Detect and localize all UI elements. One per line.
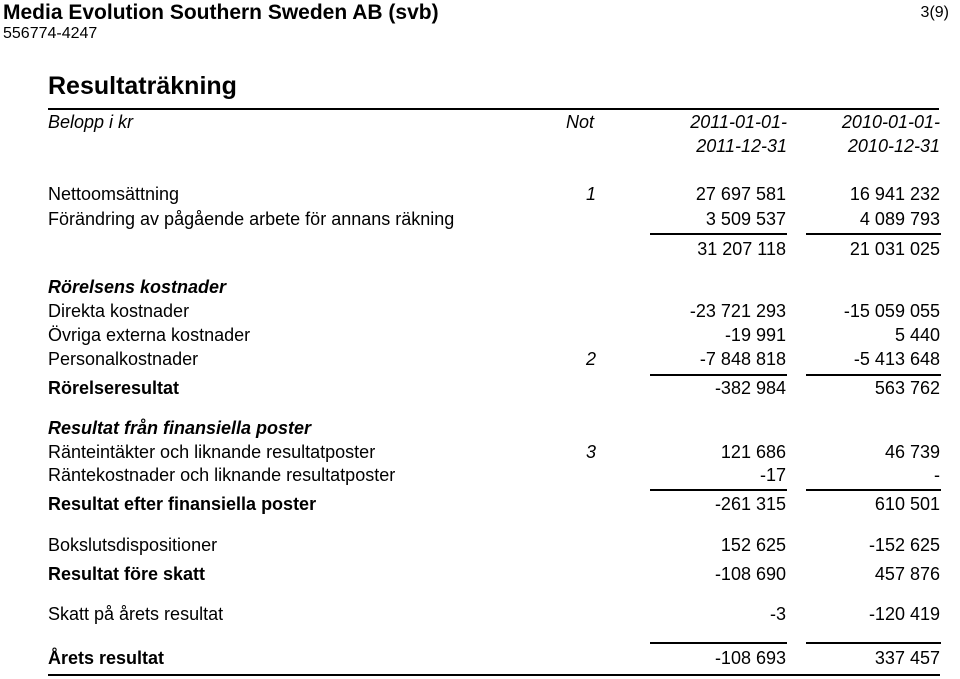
row-value-2010: -152 625 <box>868 535 940 555</box>
row-value-2011: -108 693 <box>714 648 786 668</box>
row-value-2010: 563 762 <box>874 378 940 398</box>
row-value-2011: -23 721 293 <box>689 301 786 321</box>
row-value-2011: 3 509 537 <box>705 209 786 229</box>
row-value-2010: 5 440 <box>894 325 940 345</box>
subtotal-rule-2010 <box>806 233 941 235</box>
row-label: Rörelseresultat <box>48 378 180 398</box>
row-label: Förändring av pågående arbete för annans räkning <box>48 209 455 229</box>
row-value-2010: 4 089 793 <box>859 209 940 229</box>
note-column-header: Not <box>566 112 595 132</box>
income-row-nettoomsattning <box>48 183 940 205</box>
row-skatt <box>48 603 940 625</box>
subtotal-rule-2011 <box>650 489 787 491</box>
row-label: Bokslutsdispositioner <box>48 535 218 555</box>
row-value-2010: 457 876 <box>874 564 940 584</box>
period1-header-line1: 2011-01-01- <box>690 112 787 132</box>
row-value-2011: -261 315 <box>714 494 786 514</box>
row-label: Skatt på årets resultat <box>48 604 224 624</box>
total-rule-2010 <box>806 642 941 644</box>
row-rorelseresultat <box>48 377 940 399</box>
financial-row-ranteintakter <box>48 441 940 463</box>
row-value-2011: -108 690 <box>714 564 786 584</box>
period1-header-line2: 2011-12-31 <box>696 136 787 156</box>
row-note: 3 <box>586 442 597 462</box>
income-row-forandring <box>48 208 940 230</box>
row-note: 2 <box>586 349 597 369</box>
period2-header-line1: 2010-01-01- <box>841 112 940 132</box>
row-label: Personalkostnader <box>48 349 199 369</box>
page-title: Resultaträkning <box>48 72 237 100</box>
bottom-rule <box>48 674 940 676</box>
section-label: Rörelsens kostnader <box>48 277 227 297</box>
row-value-2010: -15 059 055 <box>843 301 940 321</box>
row-arets-resultat <box>48 647 940 669</box>
subtotal-rule-2010 <box>806 489 941 491</box>
row-value-2010: - <box>934 465 940 485</box>
expense-row-direkta <box>48 300 940 322</box>
row-note: 1 <box>586 184 597 204</box>
row-value-2011: 121 686 <box>720 442 786 462</box>
row-value-2010: 337 457 <box>874 648 940 668</box>
row-value-2011: -3 <box>769 604 786 624</box>
row-value-2011: -17 <box>759 465 786 485</box>
row-value-2011: 152 625 <box>720 535 786 555</box>
row-value-2010: 46 739 <box>884 442 940 462</box>
row-label: Resultat efter finansiella poster <box>48 494 317 514</box>
page-number: 3(9) <box>920 4 949 21</box>
row-value-2011: -19 991 <box>724 325 786 345</box>
row-resultat-fore-skatt <box>48 563 940 585</box>
company-name: Media Evolution Southern Sweden AB (svb) <box>3 1 439 24</box>
period2-header-line2: 2010-12-31 <box>847 136 940 156</box>
amount-unit-label: Belopp i kr <box>48 112 134 132</box>
row-value-2010: 610 501 <box>874 494 940 514</box>
row-resultat-efter-finansiella <box>48 493 940 515</box>
row-label: Ränteintäkter och liknande resultatposter <box>48 442 376 462</box>
row-value-2010: -5 413 648 <box>853 349 940 369</box>
section-heading-rorelsens-kostnader <box>48 276 940 298</box>
title-divider <box>48 108 939 110</box>
section-label: Resultat från finansiella poster <box>48 418 312 438</box>
org-number: 556774-4247 <box>3 25 98 42</box>
row-label: Nettoomsättning <box>48 184 180 204</box>
subtotal-rule-2011 <box>650 233 787 235</box>
row-value-2011: 31 207 118 <box>697 239 786 259</box>
section-heading-finansiella <box>48 417 940 439</box>
total-rule-2011 <box>650 642 787 644</box>
row-value-2010: -120 419 <box>868 604 940 624</box>
row-value-2011: -7 848 818 <box>699 349 786 369</box>
row-bokslutsdispositioner <box>48 534 940 556</box>
subtotal-rule-2010 <box>806 374 941 376</box>
financial-row-rantekostnader <box>48 464 940 486</box>
row-value-2011: 27 697 581 <box>695 184 786 204</box>
row-value-2011: -382 984 <box>714 378 786 398</box>
subtotal-rule-2011 <box>650 374 787 376</box>
row-value-2010: 16 941 232 <box>849 184 940 204</box>
row-label: Direkta kostnader <box>48 301 190 321</box>
expense-row-ovriga <box>48 324 940 346</box>
row-label: Övriga externa kostnader <box>48 325 251 345</box>
row-value-2010: 21 031 025 <box>849 239 940 259</box>
income-row-subtotal <box>48 238 940 260</box>
expense-row-personal <box>48 348 940 370</box>
row-label: Resultat före skatt <box>48 564 206 584</box>
row-label: Räntekostnader och liknande resultatposter <box>48 465 396 485</box>
row-label: Årets resultat <box>48 648 165 668</box>
